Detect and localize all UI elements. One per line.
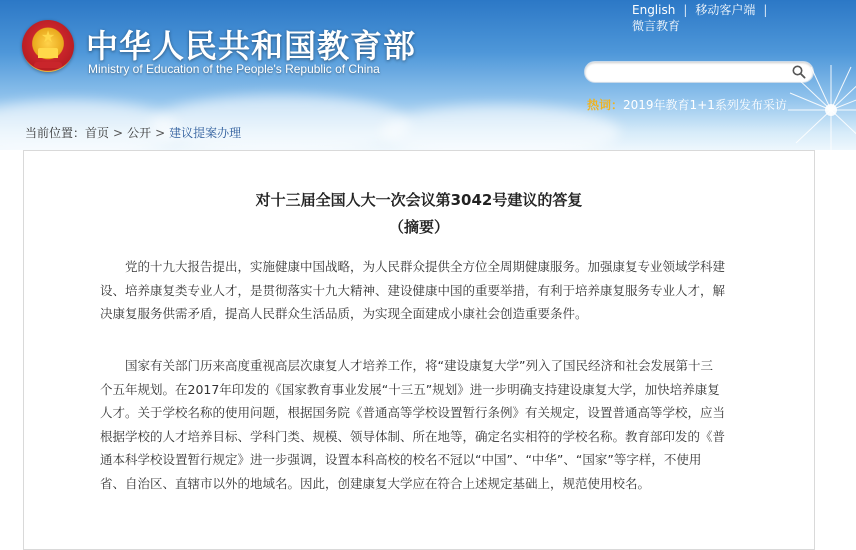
hot-words-link[interactable]: 2019年教育1+1系列发布采访 — [623, 98, 787, 112]
breadcrumb-public[interactable]: 公开 — [127, 126, 152, 140]
article-paragraph — [100, 255, 755, 326]
breadcrumb-separator: > — [155, 126, 166, 140]
breadcrumb-current[interactable]: 建议提案办理 — [169, 126, 242, 140]
hot-words-label: 热词： — [587, 98, 624, 112]
site-title[interactable]: 中华人民共和国教育部 — [86, 27, 417, 65]
hot-words — [587, 96, 787, 113]
breadcrumb-prefix: 当前位置： — [25, 126, 86, 140]
paragraph-line: 党的十九大报告提出，实施健康中国战略，为人民群众提供全方位全周期健康服务。加强康复专业领域学科建 — [125, 259, 726, 274]
paragraph-line: 根据学校的人才培养目标、学科门类、规模、领导体制、所在地等，确定名实相符的学校名称。教育部印发的《普 — [100, 428, 726, 444]
cloud-decoration — [150, 95, 410, 150]
national-emblem-icon[interactable]: ★ — [22, 20, 74, 72]
search-input[interactable] — [595, 64, 789, 82]
breadcrumb-separator: > — [113, 126, 124, 140]
paragraph-line: 国家有关部门历来高度重视高层次康复人才培养工作，将“建设康复大学”列入了国民经济和社会发展第十三 — [125, 358, 713, 373]
paragraph-line: 决康复服务供需矛盾，提高人民群众生活品质，为实现全面建成小康社会创造重要条件。 — [100, 306, 588, 321]
paragraph-line: 通本科学校设置暂行规定》进一步强调，设置本科高校的校名不冠以“中国”、“中华”、“国家”等字样，不使用 — [100, 452, 702, 467]
site-title-english: Ministry of Education of the People's Republic of China — [88, 62, 380, 76]
breadcrumb — [25, 124, 241, 141]
breadcrumb-home[interactable]: 首页 — [85, 126, 110, 140]
paragraph-line: 人才。关于学校名称的使用问题，根据国务院《普通高等学校设置暂行条例》有关规定，设置普通高等学校，应当 — [100, 405, 726, 420]
dandelion-decoration-icon — [776, 55, 856, 150]
site-header — [0, 0, 856, 150]
english-link[interactable]: English — [632, 3, 676, 17]
mobile-client-link[interactable]: 移动客户端 — [695, 3, 756, 17]
paragraph-line: 个五年规划。在2017年印发的《国家教育事业发展“十三五”规划》进一步明确支持建设康复大学，加快培养康复 — [100, 381, 720, 397]
article-subtitle: （摘要） — [388, 218, 449, 236]
link-separator: | — [763, 3, 768, 17]
top-links — [632, 1, 775, 18]
cloud-decoration — [380, 105, 620, 150]
article-paragraph — [100, 354, 755, 495]
paragraph-line: 设、培养康复类专业人才，是贯彻落实十九大精神、建设健康中国的重要举措，有利于培养康复服务专业人才，解 — [100, 282, 726, 298]
paragraph-line: 省、自治区、直辖市以外的地域名。因此，创建康复大学应在符合上述规定基础上，规范使用校名。 — [100, 475, 651, 491]
wechat-link[interactable]: 微言教育 — [632, 19, 681, 33]
link-separator: | — [683, 3, 688, 17]
article-title: 对十三届全国人大一次会议第3042号建议的答复 — [255, 191, 583, 209]
article-container — [23, 150, 815, 550]
